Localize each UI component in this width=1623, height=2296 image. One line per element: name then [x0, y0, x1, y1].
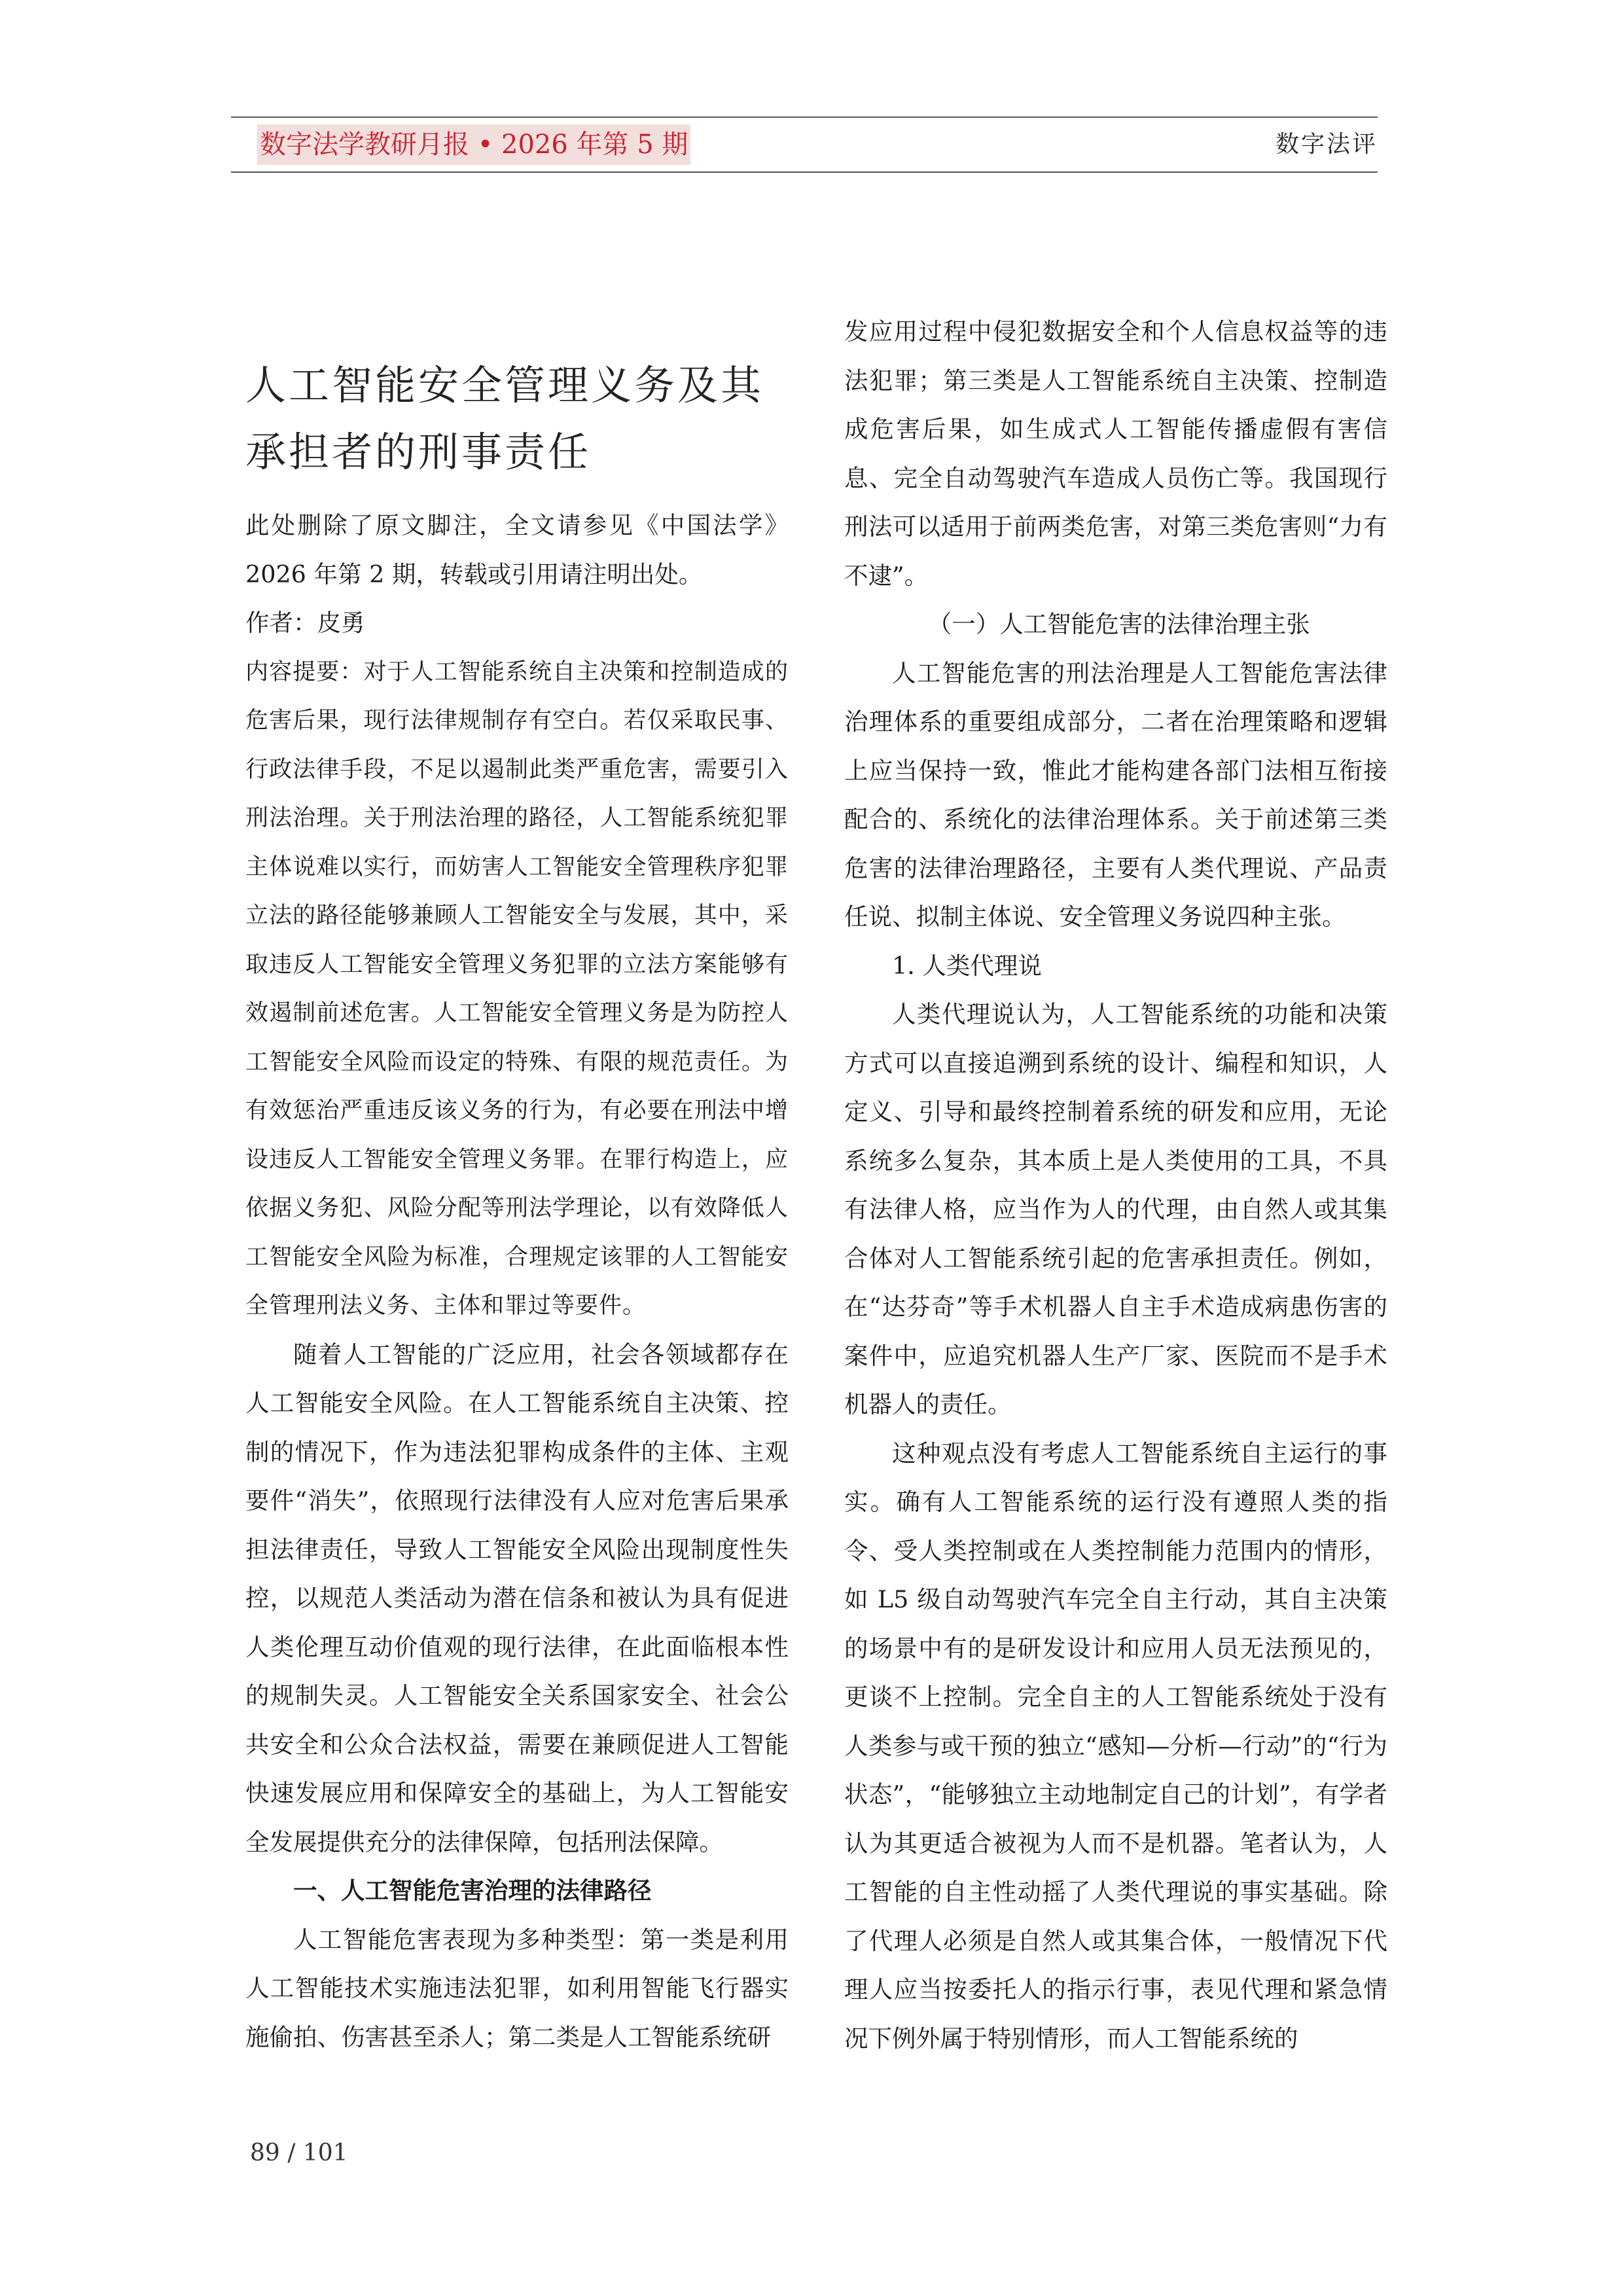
author-line: 作者：皮勇 — [245, 609, 365, 637]
right-column — [844, 308, 1387, 2063]
body-paragraph: 人工智能危害的刑法治理是人工智能危害法律治理体系的重要组成部分，二者在治理策略和逻辑上应当保持一致，惟此才能构建各部门法相互衔接配合的、系统化的法律治理体系。关于前述第三类危害的法律治理路径，主要有人类代理说、产品责任说、拟制主体说、安全管理义务说四种主张。 — [844, 658, 1387, 931]
abstract: 内容提要：对于人工智能系统自主决策和控制造成的危害后果，现行法律规制存有空白。若仅采取民事、行政法律手段，不足以遏制此类严重危害，需要引入刑法治理。关于刑法治理的路径，人工智能系统犯罪主体说难以实行，而妨害人工智能安全管理秩序犯罪立法的路径能够兼顾人工智能安全与发展，其中，采取违反人工智能安全管理义务犯罪的立法方案能够有效遏制前述危害。人工智能安全管理义务是为防控人工智能安全风险而设定的特殊、有限的规范责任。为有效惩治严重违反该义务的行为，有必要在刑法中增设违反人工智能安全管理义务罪。在罪行构造上，应依据义务犯、风险分配等刑法学理论，以有效降低人工智能安全风险为标准，合理规定该罪的人工智能安全管理刑法义务、主体和罪过等要件。 — [245, 658, 789, 1319]
header-top-rule — [231, 117, 1378, 118]
left-column — [245, 308, 789, 2062]
body-paragraph: 人类代理说认为，人工智能系统的功能和决策方式可以直接追溯到系统的设计、编程和知识，人定义、引导和最终控制着系统的研发和应用，无论系统多么复杂，其本质上是人类使用的工具，不具有法律人格，应当作为人的代理，由自然人或其集合体对人工智能系统引起的危害承担责任。例如，在“达芬奇”等手术机器人自主手术造成病患伤害的案件中，应追究机器人生产厂家、医院而不是手术机器人的责任。 — [844, 1000, 1387, 1418]
page-number: 89 / 101 — [250, 2140, 348, 2166]
journal-issue-label: 数字法学教研月报 • 2026 年第 5 期 — [257, 124, 690, 165]
source-note: 此处删除了原文脚注，全文请参见《中国法学》2026 年第 2 期，转载或引用请注明出处。 — [245, 511, 789, 588]
subsection-heading: （一）人工智能危害的法律治理主张 — [927, 610, 1310, 638]
article-title: 人工智能安全管理义务及其承担者的刑事责任 — [245, 361, 764, 476]
intro-paragraph: 随着人工智能的广泛应用，社会各领域都存在人工智能安全风险。在人工智能系统自主决策、控制的情况下，作为违法犯罪构成条件的主体、主观要件“消失”，依照现行法律没有人应对危害后果承担法律责任，导致人工智能安全风险出现制度性失控，以规范人类活动为潜在信条和被认为具有促进人类伦理互动价值观的现行法律，在此面临根本性的规制失灵。人工智能安全关系国家安全、社会公共安全和公众合法权益，需要在兼顾促进人工智能快速发展应用和保障安全的基础上，为人工智能安全发展提供充分的法律保障，包括刑法保障。 — [245, 1340, 789, 1856]
journal-brand: 数字法评 — [1275, 131, 1378, 158]
header-bottom-rule — [231, 171, 1378, 173]
body-paragraph: 人工智能危害表现为多种类型：第一类是利用人工智能技术实施违法犯罪，如利用智能飞行器实施偷拍、伤害甚至杀人；第二类是人工智能系统研 — [245, 1925, 789, 2051]
body-paragraph: 发应用过程中侵犯数据安全和个人信息权益等的违法犯罪；第三类是人工智能系统自主决策、控制造成危害后果，如生成式人工智能传播虚假有害信息、完全自动驾驶汽车造成人员伤亡等。我国现行刑法可以适用于前两类危害，对第三类危害则“力有不逮”。 — [844, 317, 1387, 590]
section-heading: 一、人工智能危害治理的法律路径 — [293, 1876, 652, 1905]
body-paragraph: 这种观点没有考虑人工智能系统自主运行的事实。确有人工智能系统的运行没有遵照人类的指令、受人类控制或在人类控制能力范围内的情形，如 L5 级自动驾驶汽车完全自主行动，其自主决策的场景中有的是研发设计和应用人员无法预见的，更谈不上控制。完全自主的人工智能系统处于没有人类参与或干预的独立“感知—分析—行动”的“行为状态”，“能够独立主动地制定自己的计划”，有学者认为其更适合被视为人而不是机器。笔者认为，人工智能的自主性动摇了人类代理说的事实基础。除了代理人必须是自然人或其集合体，一般情况下代理人应当按委托人的指示行事，表见代理和紧急情况下例外属于特别情形，而人工智能系统的 — [844, 1439, 1387, 2053]
item-heading: 1. 人类代理说 — [892, 951, 1042, 980]
